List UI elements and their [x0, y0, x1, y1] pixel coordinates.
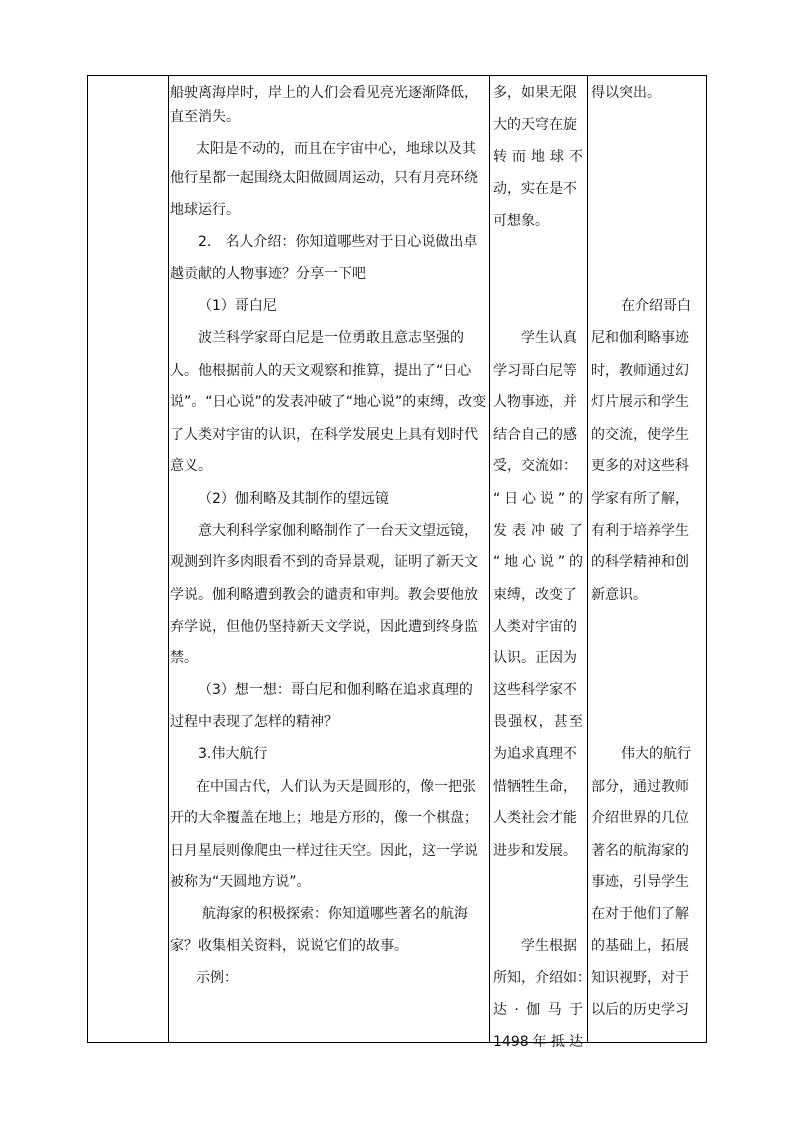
- teaching-text-line: 说”。“日心说”的发表冲破了“地心说”的束缚，改变: [170, 394, 487, 410]
- design-intent-text-line: 在介绍哥白: [621, 298, 691, 314]
- student-activity-text-line: 人类对宇宙的: [493, 619, 577, 635]
- student-activity-text-line: 大的天穹在旋: [493, 117, 577, 133]
- teaching-text-line: 在中国古代，人们认为天是圆形的，像一把张: [196, 779, 476, 795]
- teaching-text-line: 太阳是不动的，而且在宇宙中心，地球以及其: [196, 141, 476, 157]
- teaching-text-line: 地球运行。: [170, 202, 240, 218]
- student-activity-text-line: 为追求真理不: [493, 746, 577, 762]
- student-activity-text-line: 进步和发展。: [493, 843, 577, 859]
- teaching-process-column: [168, 76, 489, 1042]
- student-activity-text-line: 多，如果无限: [493, 85, 577, 101]
- teaching-text-line: （3）想一想：哥白尼和伽利略在追求真理的: [198, 682, 473, 698]
- teaching-text-line: 意大利科学家伽利略制作了一台天文望远镜，: [198, 523, 478, 539]
- design-intent-text-line: 知识视野，对于: [591, 970, 689, 986]
- teaching-text-line: 弃学说，但他仍坚持新天文学说，因此遭到终身监: [170, 619, 478, 635]
- design-intent-text-line: 学家有所了解，: [591, 491, 689, 507]
- design-intent-text-line: 介绍世界的几位: [591, 810, 689, 826]
- teaching-text-line: 禁。: [170, 650, 198, 666]
- student-activity-text-line: 惜牺牲生命，: [493, 779, 577, 795]
- student-activity-text-line: 学习哥白尼等: [493, 363, 577, 379]
- student-activity-text-line: 转 而 地 球 不: [493, 149, 583, 165]
- design-intent-text-line: 以后的历史学习: [591, 1002, 689, 1018]
- student-activity-text-line: 发 表 冲 破 了: [493, 523, 583, 539]
- teaching-text-line: （2）伽利略及其制作的望远镜: [198, 491, 389, 507]
- design-intent-text-line: 更多的对这些科: [591, 458, 689, 474]
- teaching-text-line: 了人类对宇宙的认识，在科学发展史上具有划时代: [170, 427, 478, 443]
- student-activity-text-line: 达 · 伽 马 于: [493, 1002, 583, 1018]
- student-activity-text-line: 受，交流如：: [493, 458, 577, 474]
- student-activity-column: [489, 76, 591, 1050]
- student-activity-text-line: 可想象。: [493, 213, 549, 229]
- design-intent-text-line: 尼和伽利略事迹: [591, 330, 689, 346]
- student-activity-text-line: 束缚，改变了: [493, 587, 577, 603]
- design-intent-text-line: 的科学精神和创: [591, 554, 689, 570]
- teaching-text-line: （1）哥白尼: [198, 298, 277, 314]
- teaching-text-line: 学说。伽利略遭到教会的谴责和审判。教会要他放: [170, 587, 478, 603]
- design-intent-text-line: 有利于培养学生: [591, 523, 689, 539]
- teaching-text-line: 意义。: [170, 458, 212, 474]
- teaching-text-line: 直至消失。: [170, 109, 240, 125]
- student-activity-text-line: 认识。正因为: [493, 650, 577, 666]
- teaching-text-line: 家？收集相关资料，说说它们的故事。: [170, 938, 408, 954]
- student-activity-text-line: “ 地 心 说 ” 的: [493, 554, 583, 570]
- student-activity-text-line: 结合自己的感: [493, 427, 577, 443]
- student-activity-text-line: 学生认真: [521, 330, 577, 346]
- design-intent-text-line: 时，教师通过幻: [591, 363, 689, 379]
- teaching-text-line: 越贡献的人物事迹？分享一下吧: [170, 266, 366, 282]
- design-intent-text-line: 的基础上，拓展: [591, 938, 689, 954]
- teaching-text-line: 波兰科学家哥白尼是一位勇敢且意志坚强的: [198, 330, 464, 346]
- teaching-text-line: 船驶离海岸时，岸上的人们会看见亮光逐渐降低，: [170, 85, 478, 101]
- teaching-text-line: 观测到许多肉眼看不到的奇异景观，证明了新天文: [170, 554, 478, 570]
- teaching-text-line: 人。他根据前人的天文观察和推算，提出了“日心: [170, 363, 472, 379]
- design-intent-text-line: 伟大的航行: [621, 746, 691, 762]
- design-intent-text-line: 事迹，引导学生: [591, 874, 689, 890]
- design-intent-column: [587, 76, 708, 1042]
- teaching-text-line: 日月星辰则像爬虫一样过往天空。因此，这一学说: [170, 843, 478, 859]
- teaching-text-line: 3.伟大航行: [198, 746, 268, 762]
- lesson-plan-table: [87, 75, 707, 1050]
- design-intent-text-line: 著名的航海家的: [591, 843, 689, 859]
- teaching-text-line: 被称为“天圆地方说”。: [170, 874, 311, 890]
- teaching-text-line: 他行星都一起围绕太阳做圆周运动，只有月亮环绕: [170, 170, 478, 186]
- design-intent-text-line: 部分，通过教师: [591, 779, 689, 795]
- teaching-text-line: 开的大伞覆盖在地上；地是方形的，像一个棋盘；: [170, 810, 478, 826]
- design-intent-text-line: 的交流，使学生: [591, 427, 689, 443]
- teaching-text-line: 示例：: [196, 970, 238, 986]
- student-activity-text-line: “ 日 心 说 ” 的: [493, 491, 583, 507]
- teaching-text-line: 2. 名人介绍：你知道哪些对于日心说做出卓: [198, 234, 478, 250]
- student-activity-text-line: 人物事迹，并: [493, 394, 577, 410]
- student-activity-text-line: 学生根据: [521, 938, 577, 954]
- design-intent-text-line: 在对于他们了解: [591, 906, 689, 922]
- design-intent-text-line: 得以突出。: [591, 85, 661, 101]
- stage-column-cell: [88, 76, 168, 1042]
- student-activity-text-line: 所知，介绍如：: [493, 970, 591, 986]
- student-activity-text-line: 动，实在是不: [493, 181, 577, 197]
- teaching-text-line: 航海家的积极探索：你知道哪些著名的航海: [202, 906, 468, 922]
- student-activity-text-line: 1498 年 抵 达: [493, 1034, 583, 1050]
- teaching-text-line: 过程中表现了怎样的精神？: [170, 714, 338, 730]
- student-activity-text-line: 人类社会才能: [493, 810, 577, 826]
- student-activity-text-line: 畏 强 权 ， 甚 至: [493, 714, 583, 730]
- design-intent-text-line: 灯片展示和学生: [591, 394, 689, 410]
- student-activity-text-line: 这些科学家不: [493, 682, 577, 698]
- design-intent-text-line: 新意识。: [591, 587, 647, 603]
